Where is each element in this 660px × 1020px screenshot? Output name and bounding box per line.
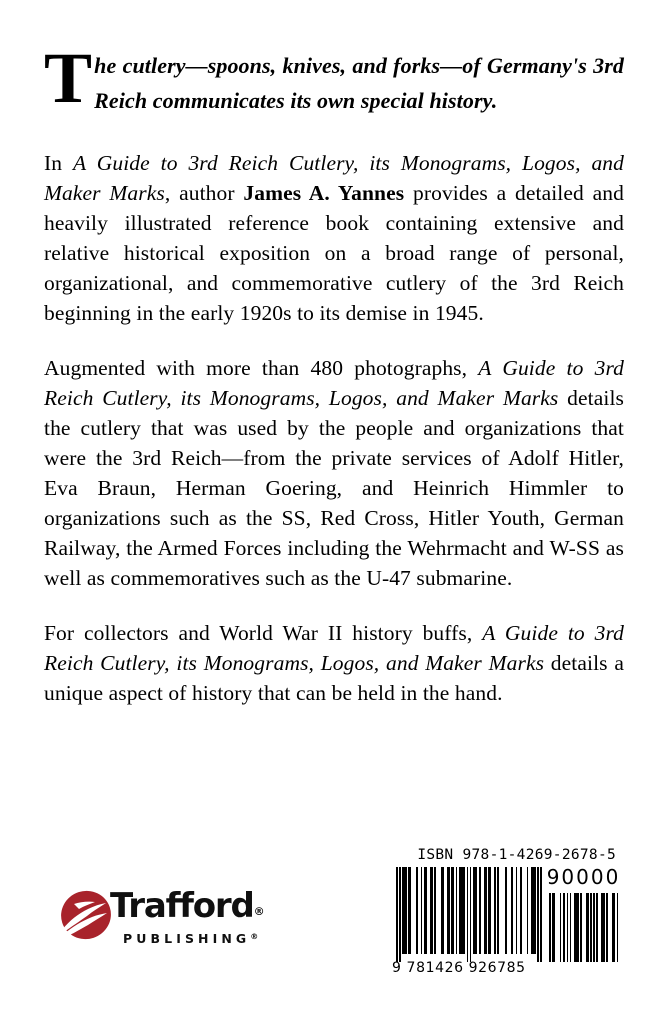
barcode-addon-value: 90000 [546,865,621,889]
p3-book-title: A Guide to 3rd Reich Cutlery, its Monograms, Logos, and Maker Marks [44,356,625,410]
p4-seg-0: For collectors and World War II history buffs, [44,621,483,645]
ean13-digits: 9 781426 926785 [392,960,526,976]
registered-trademark-icon: ® [253,905,265,918]
blurb-paragraph-3 [44,353,624,593]
p2-book-title: A Guide to 3rd Reich Cutlery, its Monograms, Logos, and Maker Marks [44,151,624,205]
barcode-bars-row [392,865,621,976]
registered-trademark-icon-small: ® [250,932,259,941]
publisher-tagline-text: PUBLISHING [123,931,251,946]
ean13-barcode [396,867,542,962]
blurb-paragraph-2 [44,148,624,328]
blurb-paragraph-lead-text: he cutlery—spoons, knives, and forks—of Germany's 3rd Reich communicates its own special history. [94,53,624,113]
p3-seg-0: Augmented with more than 480 photographs, [44,356,479,380]
p4-seg-2: details a unique aspect of history that can be held in the hand. [44,651,624,705]
p3-seg-2: details the cutlery that was used by the people and organizations that were the 3rd Reich—from the private services of Adolf Hitler, Eva Braun, Herman Goering, and Heinrich Himmler to organizations such as the SS, Red Cross, Hitler Youth, German Railway, the Armed Forces including the Wehrmacht and W-SS as well as commemoratives such as the U-47 submarine. [44,386,624,590]
drop-cap-letter: T [44,38,93,118]
p2-author-name: James A. Yannes [243,181,405,205]
publisher-tagline [123,931,280,946]
publisher-name-text: Trafford [110,886,254,926]
isbn-label: ISBN 978-1-4269-2678-5 [417,847,616,863]
publisher-logo [60,888,280,950]
p2-seg-4: provides a detailed and heavily illustrated reference book containing extensive and relative historical exposition on a broad range of personal, organizational, and commemorative cutlery of the 3rd Reich beginning in the early 1920s to its demise in 1945. [44,181,624,325]
p2-seg-0: In [44,151,73,175]
publisher-wordmark-group [110,888,280,946]
blurb-paragraph-4 [44,618,624,708]
trafford-swoosh-icon [60,890,112,940]
blurb-text-block [44,38,625,733]
p2-seg-2: , author [164,181,244,205]
p4-book-title: A Guide to 3rd Reich Cutlery, its Monograms, Logos, and Maker Marks [44,621,624,675]
blurb-paragraph-lead [44,38,624,118]
publisher-name [110,888,280,930]
ean5-addon-barcode [548,893,618,962]
barcode-block [392,847,621,976]
